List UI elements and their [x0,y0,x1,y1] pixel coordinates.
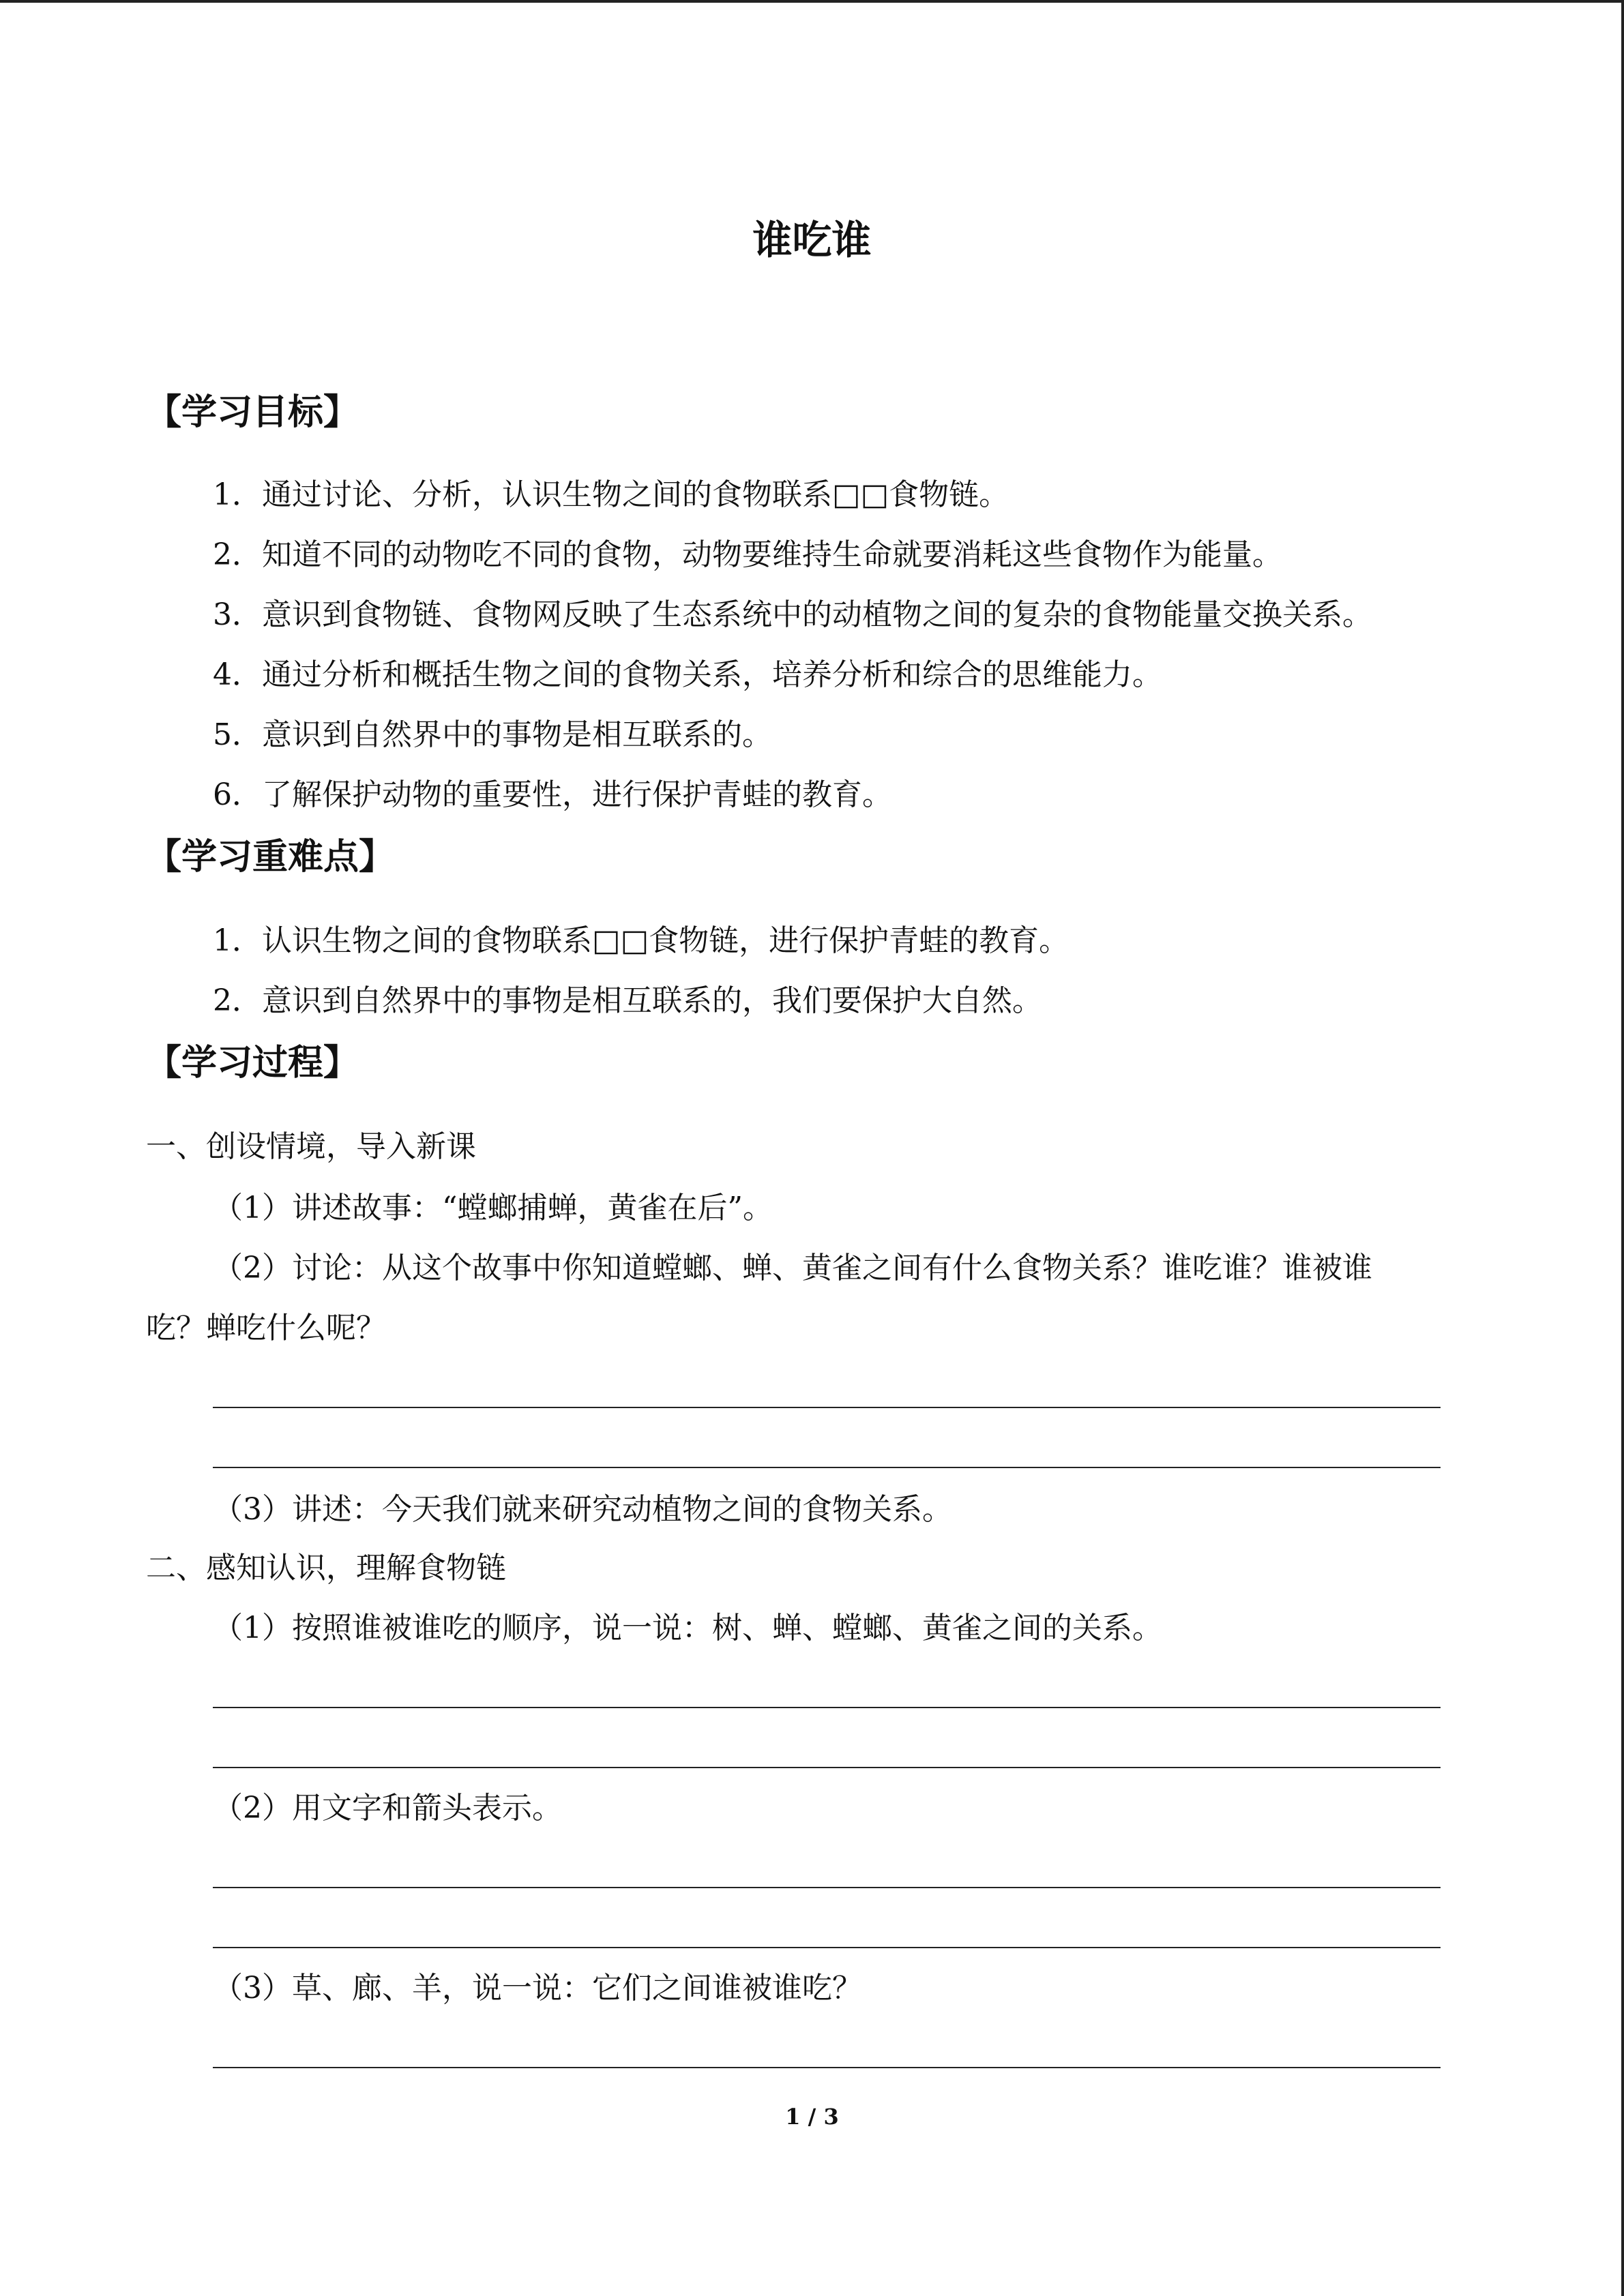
objective-item: 1．通过讨论、分析，认识生物之间的食物联系□□食物链。 [213,477,1009,512]
part-title: 二、感知认识，理解食物链 [146,1551,506,1585]
objective-item: 2．知道不同的动物吃不同的食物，动物要维持生命就要消耗这些食物作为能量。 [213,537,1282,572]
answer-line [213,1887,1441,1888]
process-step: （3）草、廊、羊，说一说：它们之间谁被谁吃？ [213,1971,862,2006]
process-step-continued: 吃？蝉吃什么呢？ [146,1311,386,1345]
heading-process: 【学习过程】 [146,1042,359,1084]
process-step: （3）讲述：今天我们就来研究动植物之间的食物关系。 [213,1492,952,1527]
heading-objectives: 【学习目标】 [146,391,359,433]
part-title: 一、创设情境，导入新课 [146,1129,476,1164]
page-border-top [0,0,1624,3]
key-point-item: 1．认识生物之间的食物联系□□食物链，进行保护青蛙的教育。 [213,923,1069,958]
objective-item: 5．意识到自然界中的事物是相互联系的。 [213,717,772,752]
page-border-right [1621,0,1624,2296]
process-step: （2）用文字和箭头表示。 [213,1791,562,1825]
objective-item: 6．了解保护动物的重要性，进行保护青蛙的教育。 [213,777,892,812]
objective-item: 3．意识到食物链、食物网反映了生态系统中的动植物之间的复杂的食物能量交换关系。 [213,597,1372,632]
answer-line [213,1707,1441,1708]
answer-line [213,2067,1441,2068]
answer-line [213,1767,1441,1768]
process-step: （1）讲述故事：“螳螂捕蝉，黄雀在后”。 [213,1191,773,1225]
page-number: 1 / 3 [785,2104,839,2130]
key-point-item: 2．意识到自然界中的事物是相互联系的，我们要保护大自然。 [213,983,1042,1018]
heading-key-points: 【学习重难点】 [146,836,395,878]
objective-item: 4．通过分析和概括生物之间的食物关系，培养分析和综合的思维能力。 [213,657,1162,692]
process-step: （2）讨论：从这个故事中你知道螳螂、蝉、黄雀之间有什么食物关系？谁吃谁？谁被谁 [213,1251,1372,1285]
answer-line [213,1947,1441,1948]
page-title: 谁吃谁 [752,217,872,263]
answer-line [213,1407,1441,1408]
process-step: （1）按照谁被谁吃的顺序，说一说：树、蝉、螳螂、黄雀之间的关系。 [213,1611,1162,1645]
answer-line [213,1467,1441,1468]
